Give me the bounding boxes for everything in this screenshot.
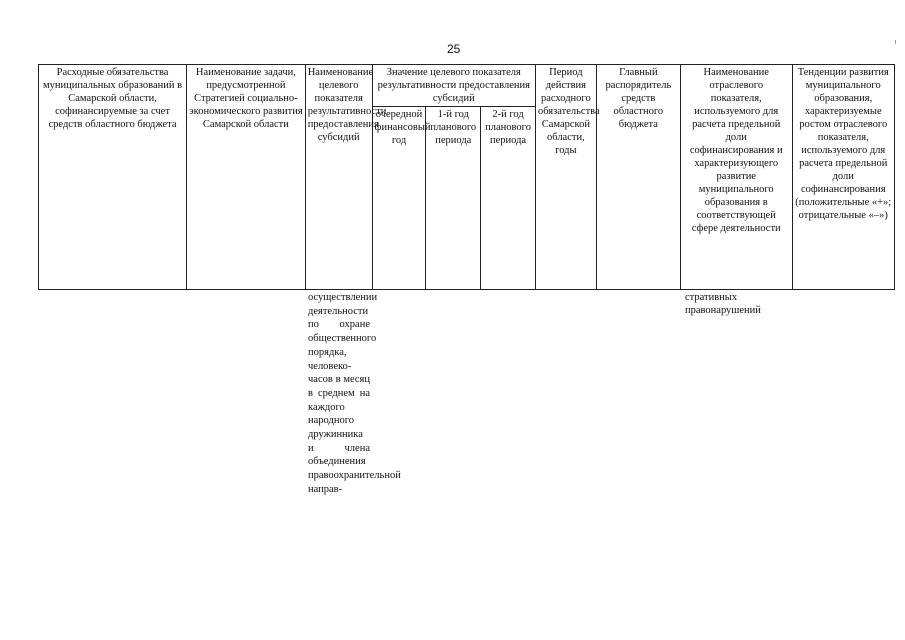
header-indicator-name: Наименование целевого показателя результативности предоставления субсидий [305, 65, 372, 290]
header-table [38, 64, 895, 290]
header-chief-administrator: Главный распорядитель средств областного бюджета [596, 65, 680, 290]
scan-edge-mark [895, 40, 900, 44]
subheader-plan-year-2: 2-й год планового периода [481, 107, 536, 290]
header-sector-indicator: Наименование отраслевого показателя, используемого для расчета предельной доли софинансирования и характеризующего развитие муниципального образования в соответствующей сфере деятельности [680, 65, 792, 290]
header-indicator-value-group: Значение целевого показателя результативности предоставления субсидий [372, 65, 535, 107]
header-expense-obligations: Расходные обязательства муниципальных образований в Самарской области, софинансируемые за счет средств областного бюджета [39, 65, 187, 290]
continuation-indicator-text: осуществлении деятельности по охране общественного порядка, человеко-часов в месяц в среднем на каждого народного дружинника и члена объединения правоохранительной направ- [308, 292, 401, 495]
header-period: Период действия расходного обязательства Самарской области, годы [535, 65, 596, 290]
header-task-name: Наименование задачи, предусмотренной Стратегией социально-экономического развития Самарской области [187, 65, 306, 290]
header-development-trends: Тенденции развития муниципального образования, характеризуемые ростом отраслевого показателя, используемого для расчета предельной доли софинансирования (положительные «+»; отрицательные «–») [792, 65, 895, 290]
continuation-sector-indicator-text: стративных правонарушений [685, 292, 761, 316]
subheader-current-year: очередной финансовый год [372, 107, 426, 290]
subheader-plan-year-1: 1-й год планового периода [426, 107, 481, 290]
page-number: 25 [447, 42, 461, 56]
